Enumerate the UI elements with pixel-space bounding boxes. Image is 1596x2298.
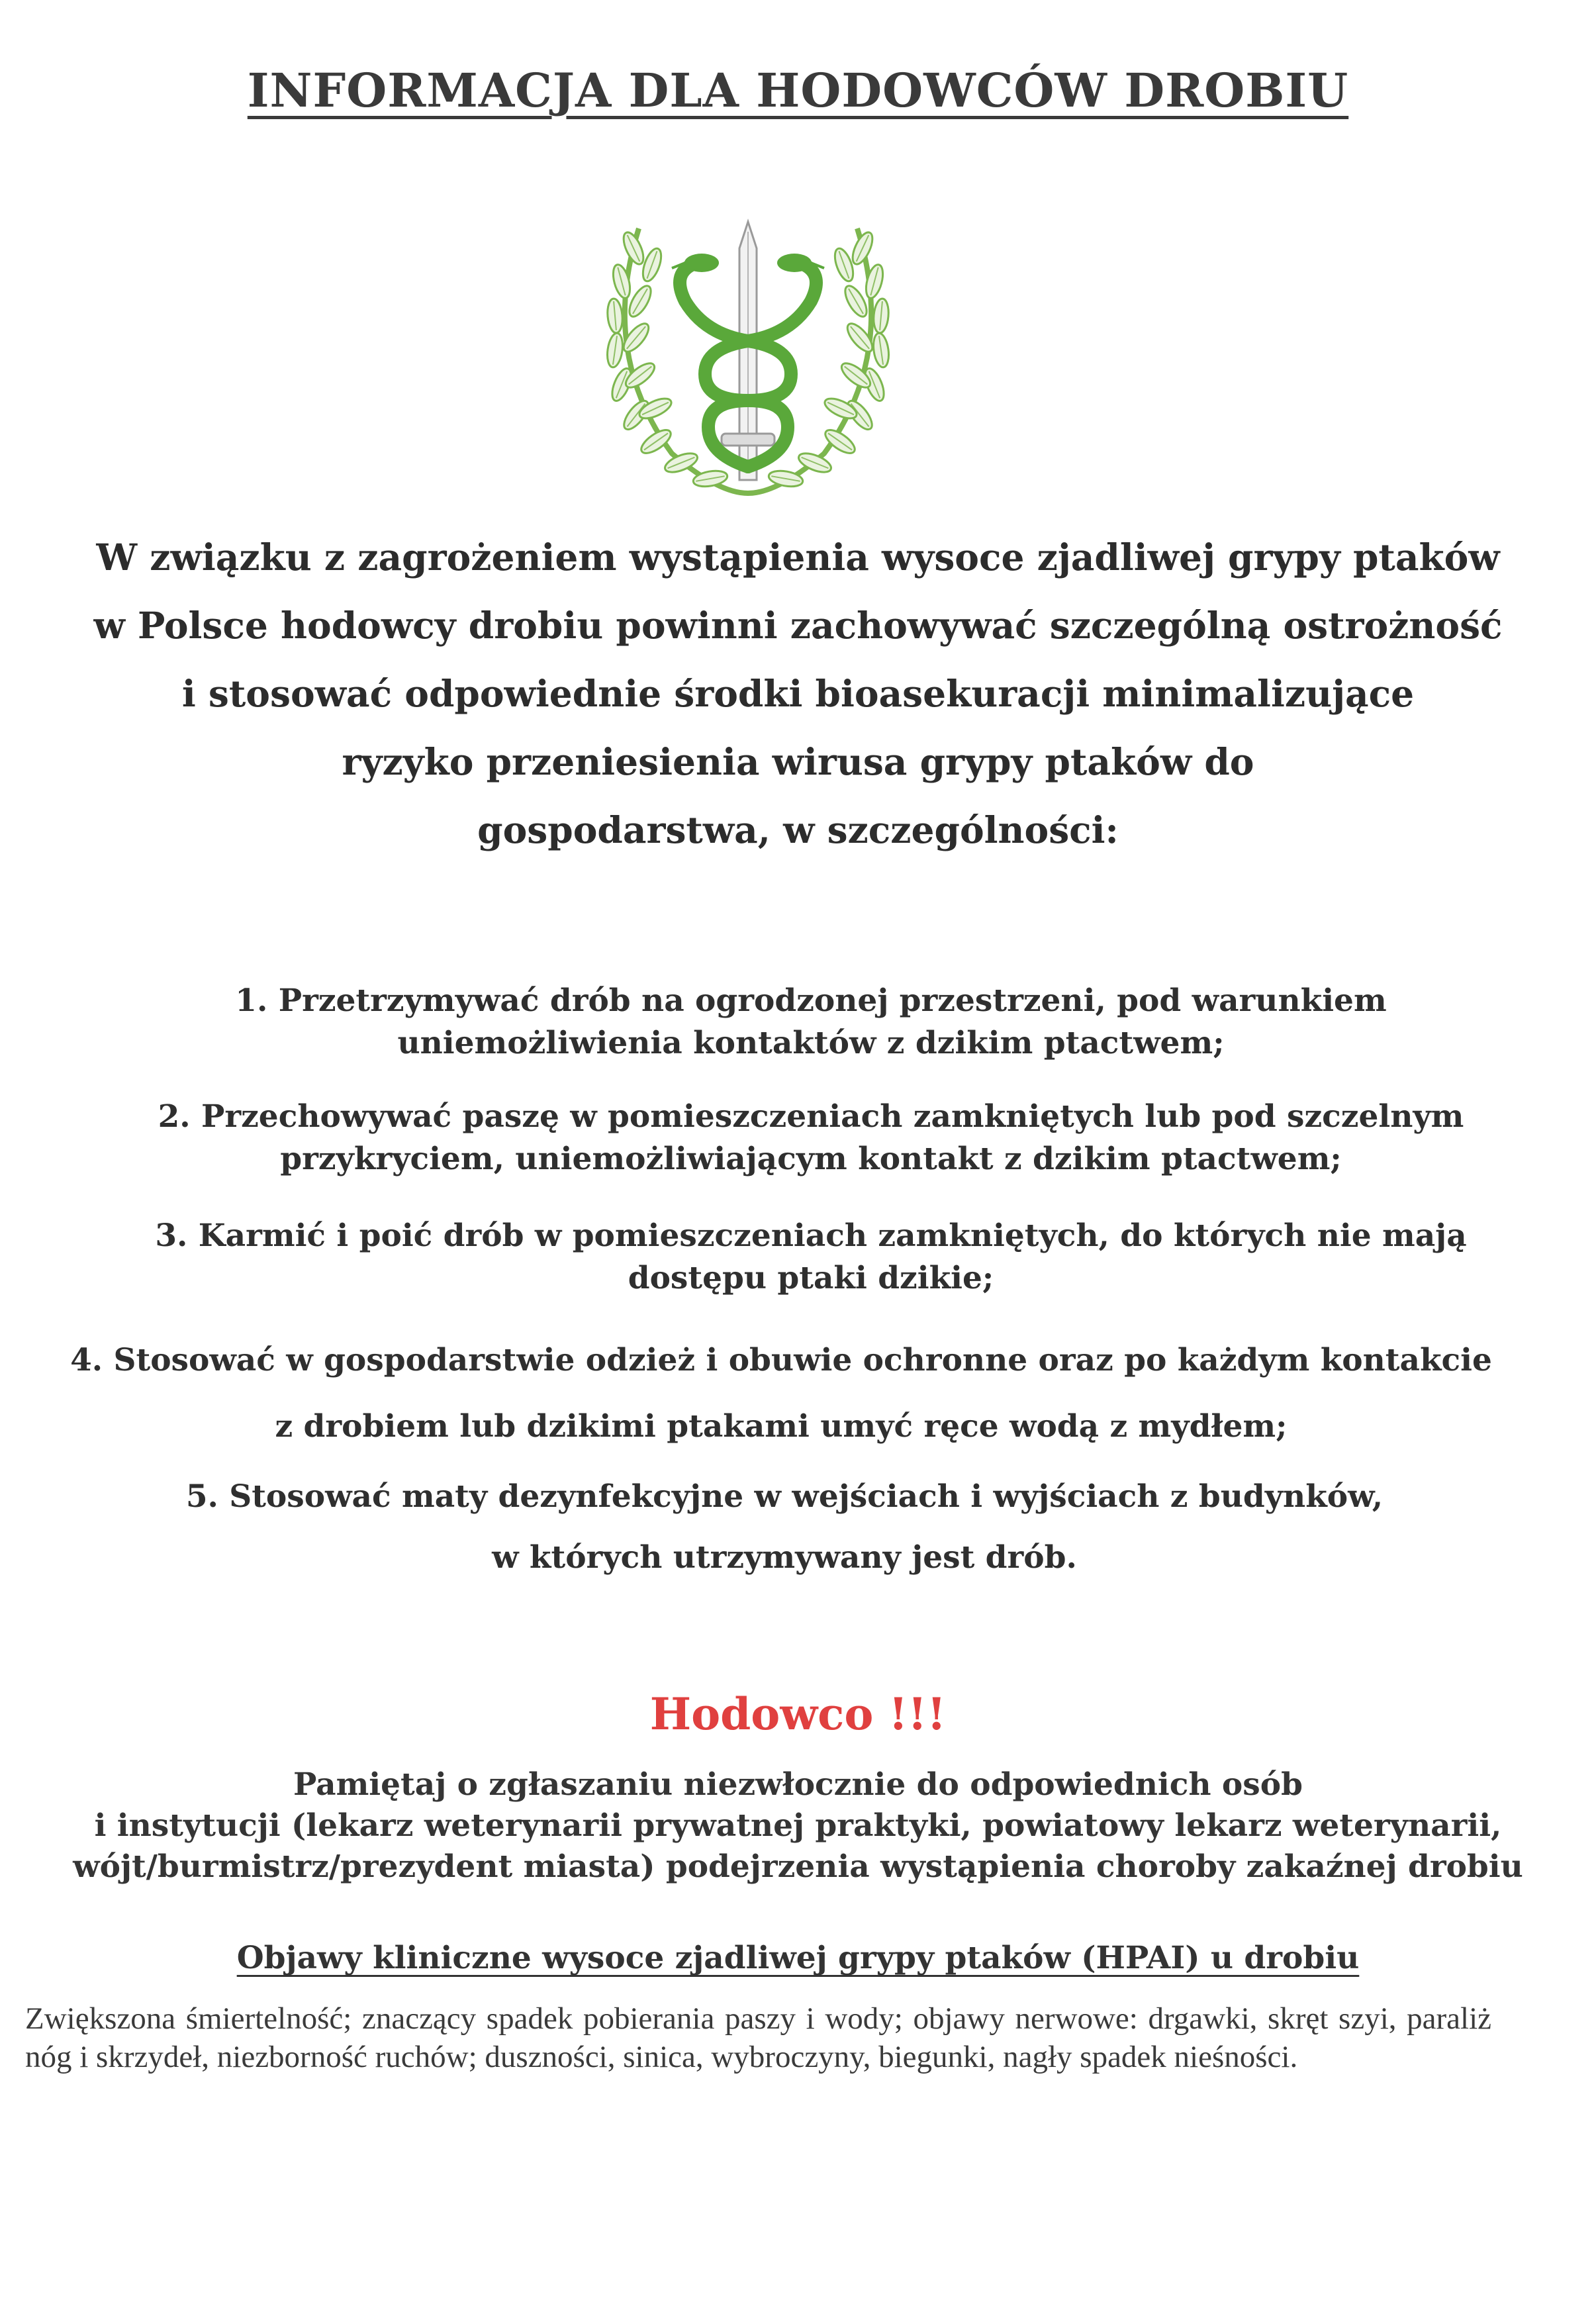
symptoms-heading [0,1940,1596,1976]
intro-line: ryzyko przeniesienia wirusa grypy ptaków do [342,740,1254,783]
list-item-line: przykryciem, uniemożliwiającym kontakt z dzikim ptactwem; [280,1141,1342,1177]
intro-line: gospodarstwa, w szczególności: [477,808,1119,851]
list-item [199,980,1423,1065]
list-item [40,1327,1523,1460]
list-item-line: z drobiem lub dzikimi ptakami umyć ręce wodą z mydłem; [275,1408,1288,1445]
alert-paragraph [13,1764,1583,1888]
page-title [0,63,1596,118]
list-item-line: 5. Stosować maty dezynfekcyjne w wejściach i wyjściach z budynków, [185,1478,1384,1515]
list-item-line: 3. Karmić i poić drób w pomieszczeniach zamkniętych, do których nie mają [155,1218,1467,1254]
intro-line: w Polsce hodowcy drobiu powinni zachowywać szczególną ostrożność [93,604,1503,647]
veterinary-inspection-emblem-icon [592,202,904,506]
list-item-line: uniemożliwienia kontaktów z dzikim ptactwem; [397,1025,1225,1061]
list-item-line: 2. Przechowywać paszę w pomieszczeniach zamkniętych lub pod szczelnym [158,1098,1464,1135]
list-item-line: dostępu ptaki dzikie; [628,1260,994,1296]
list-item-line: 4. Stosować w gospodarstwie odzież i obuwie ochronne oraz po każdym kontakcie [70,1342,1492,1378]
page-title-text: INFORMACJA DLA HODOWCÓW DROBIU [247,63,1349,118]
intro-line: i stosować odpowiednie środki bioasekuracji minimalizujące [181,672,1415,715]
symptoms-paragraph: Zwiększona śmiertelność; znaczący spadek pobierania paszy i wody; objawy nerwowe: drgawki, skręt szyi, paraliż nóg i skrzydeł, niezborność ruchów; duszności, sinica, wybroczyny, biegunki, nagły spadek nieśności. [25,2001,1491,2074]
intro-line: W związku z zagrożeniem wystąpienia wysoce zjadliwej grypy ptaków [96,536,1500,579]
list-item-line: 1. Przetrzymywać drób na ogrodzonej przestrzeni, pod warunkiem [235,982,1387,1019]
alert-line: i instytucji (lekarz weterynarii prywatnej praktyki, powiatowy lekarz weterynarii, [94,1807,1502,1844]
alert-heading: Hodowco !!! [649,1688,947,1740]
list-item [139,1466,1430,1588]
intro-paragraph [26,523,1570,864]
symptoms-heading-text: Objawy kliniczne wysoce zjadliwej grypy ptaków (HPAI) u drobiu [236,1940,1360,1976]
list-item [132,1215,1489,1300]
alert-line: wójt/burmistrz/prezydent miasta) podejrzenia wystąpienia choroby zakaźnej drobiu [73,1848,1523,1885]
list-item-line: w których utrzymywany jest drób. [492,1539,1077,1576]
alert-line: Pamiętaj o zgłaszaniu niezwłocznie do odpowiednich osób [293,1766,1303,1803]
list-item [146,1096,1476,1180]
